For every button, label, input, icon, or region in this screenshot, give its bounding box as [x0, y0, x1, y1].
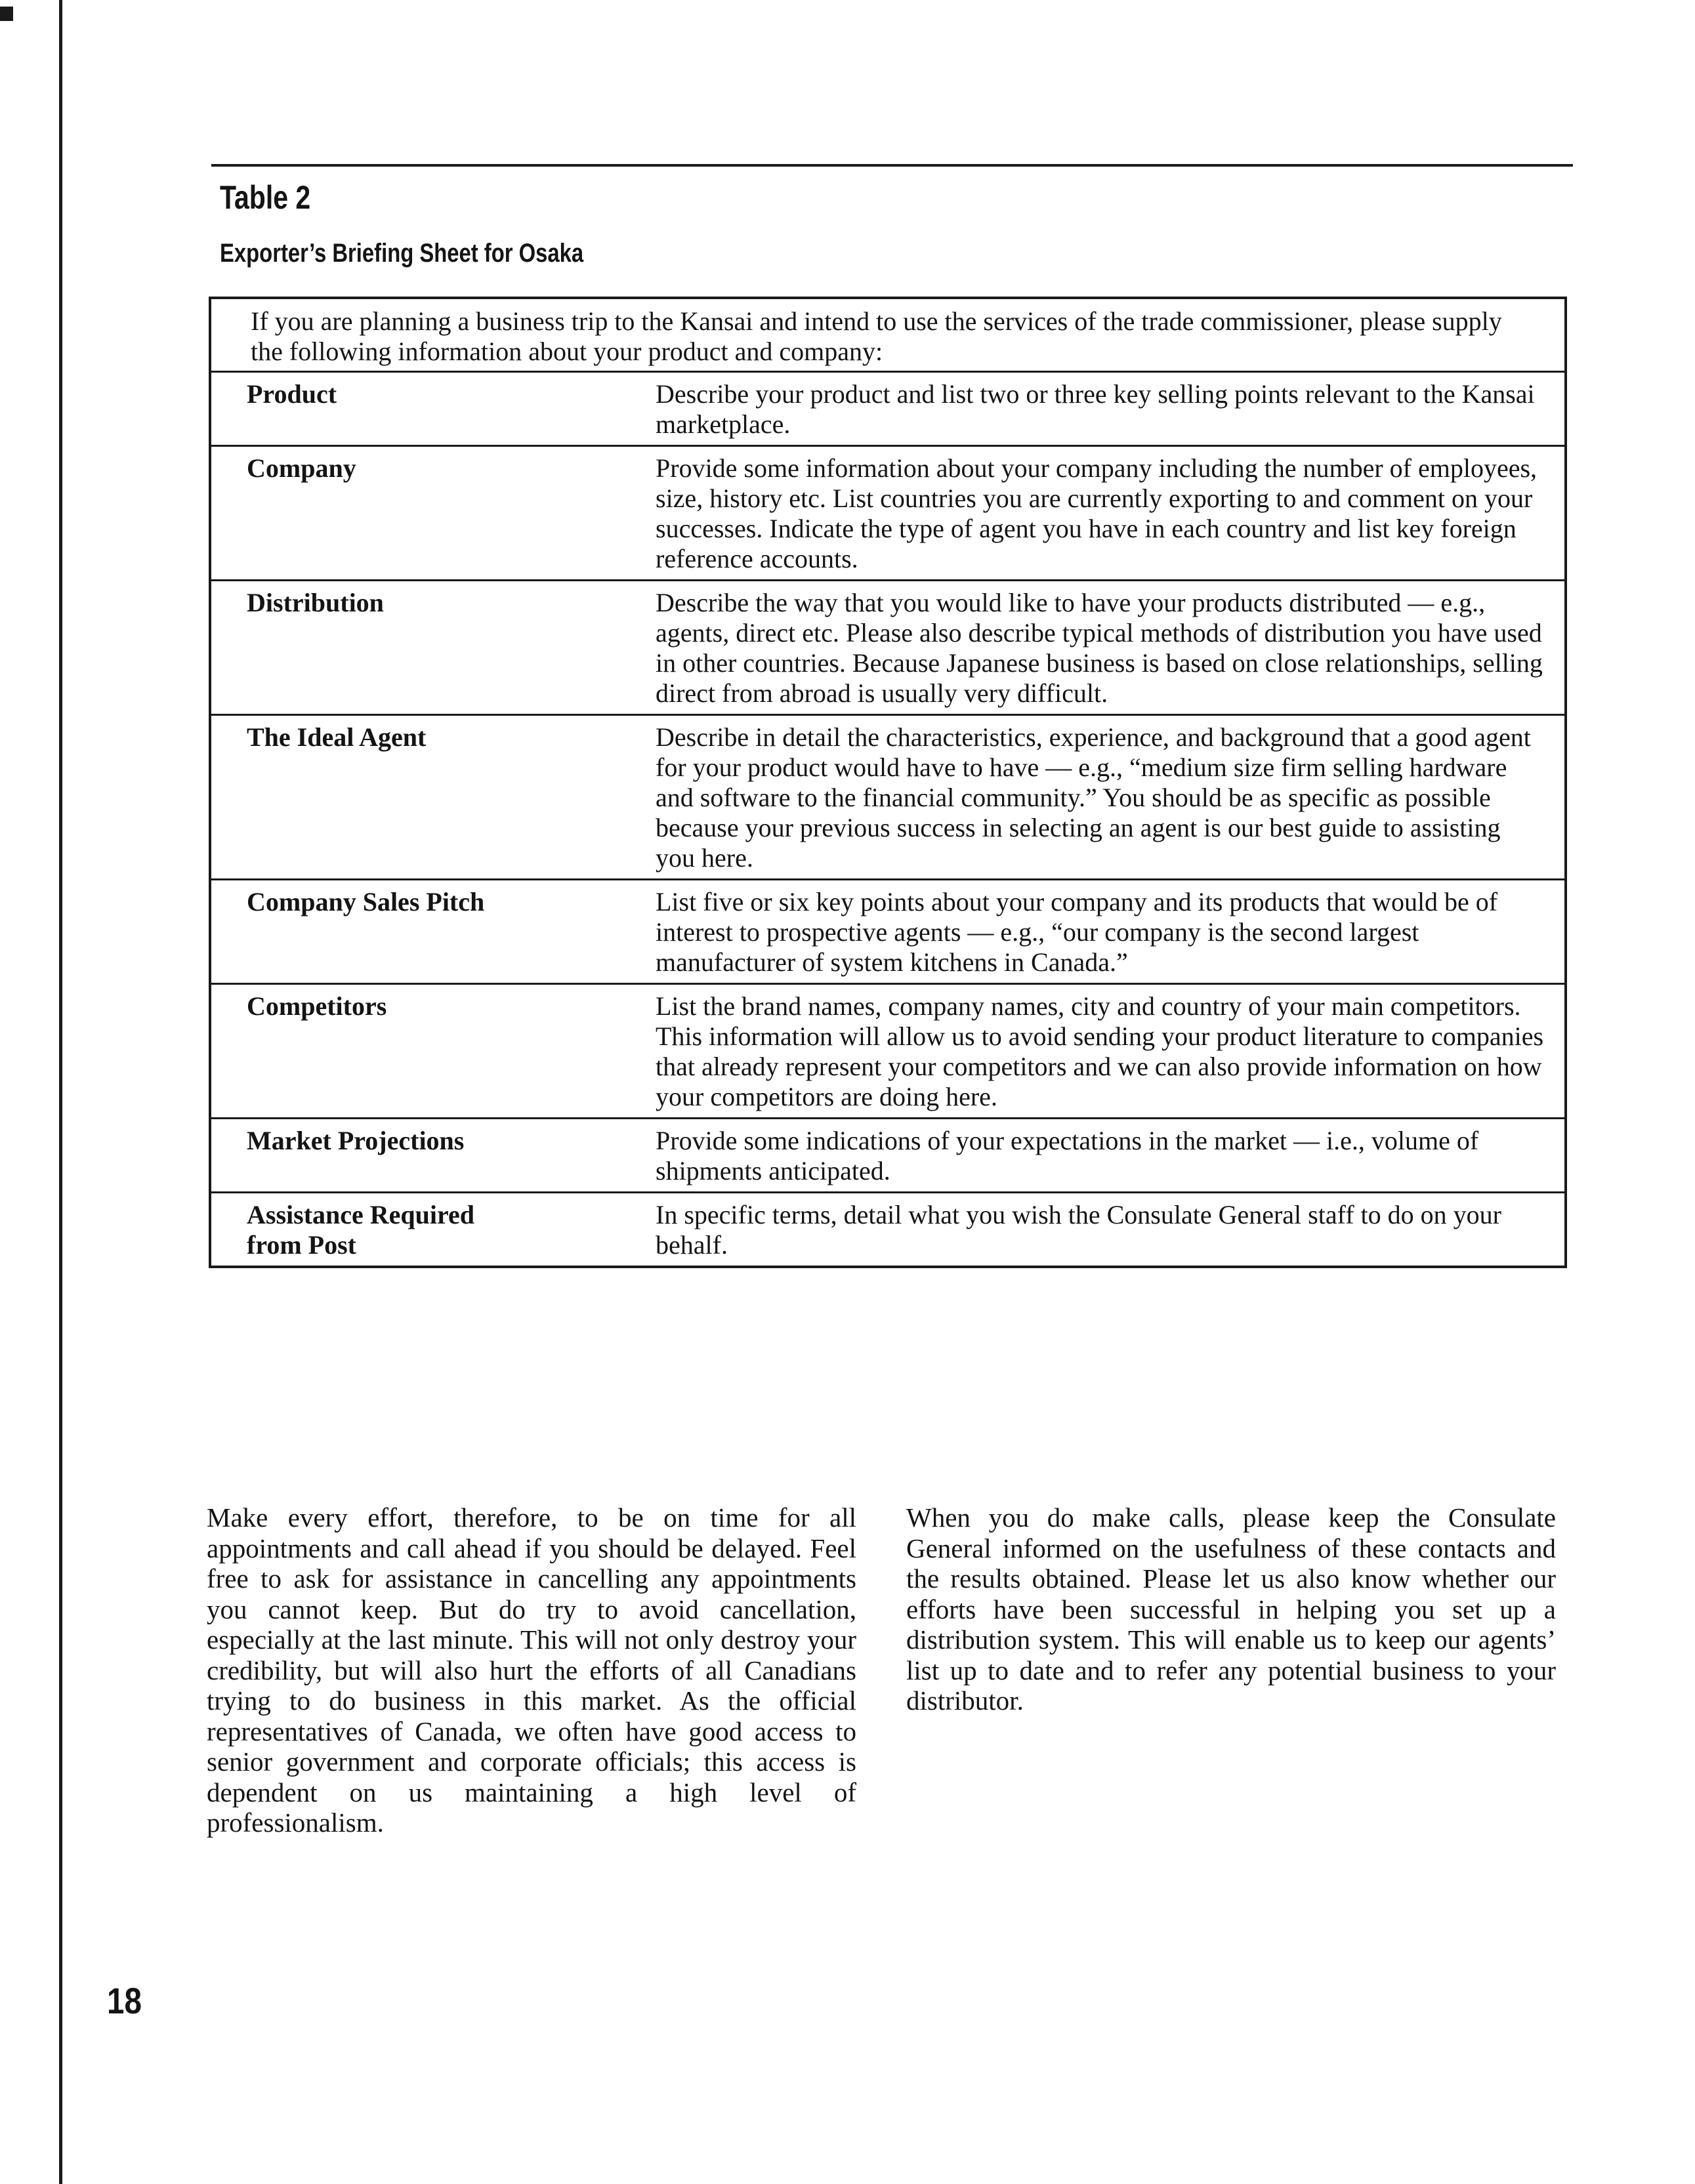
row-description: List five or six key points about your company and its products that would be of interest to prospective agents — e.g., “our company is the second largest manufacturer of system kitchens in Canada.” — [656, 887, 1498, 977]
table-row-sales-pitch — [211, 880, 1564, 985]
table-row-assistance — [211, 1193, 1564, 1266]
row-label: Company — [247, 453, 356, 483]
table-intro: If you are planning a business trip to the Kansai and intend to use the services of the trade commissioner, please supply the following information about your product and company: — [211, 299, 1564, 373]
table-row-company — [211, 447, 1564, 581]
row-label: Assistance Required from Post — [247, 1200, 475, 1260]
row-description: Provide some information about your company including the number of employees, size, history etc. List countries you are currently exporting to and comment on your successes. Indicate the type of agent you have in each country and list key foreign reference accounts. — [656, 453, 1538, 573]
row-description: Describe your product and list two or three key selling points relevant to the Kansai marketplace. — [656, 379, 1535, 439]
row-description: List the brand names, company names, city and country of your main competitors. This information will allow us to avoid sending your product literature to companies that already represent your competitors and we can also provide information on how your competitors are doing here. — [656, 991, 1544, 1111]
table-caption: Exporter’s Briefing Sheet for Osaka — [220, 239, 584, 268]
table-row-product — [211, 373, 1564, 447]
table-row-competitors — [211, 985, 1564, 1119]
row-description: In specific terms, detail what you wish the Consulate General staff to do on your behalf. — [656, 1200, 1501, 1260]
body-paragraph-right: When you do make calls, please keep the Consulate General informed on the usefulness of these contacts and the results obtained. Please let us also know whether our efforts have been successful in helping you set up a distribution system. This will enable us to keep our agents’ list up to date and to refer any potential business to your distributor. — [906, 1502, 1556, 1716]
row-label: Distribution — [247, 588, 384, 617]
table-row-market-projections — [211, 1119, 1564, 1193]
top-rule — [211, 164, 1573, 167]
row-description: Describe the way that you would like to have your products distributed — e.g., agents, direct etc. Please also describe typical methods of distribution you have used in other countries. Because Japanese business is based on close relationships, selling direct from abroad is usually very difficult. — [656, 588, 1543, 708]
table-number: Table 2 — [220, 179, 311, 216]
table-row-distribution — [211, 581, 1564, 716]
row-description: Describe in detail the characteristics, experience, and background that a good agent for your product would have to have — e.g., “medium size firm selling hardware and software to the financial community.” You should be as specific as possible because your previous success in selecting an agent is our best guide to assisting you here. — [656, 722, 1531, 873]
row-label: The Ideal Agent — [247, 722, 427, 752]
row-label: Product — [247, 379, 337, 409]
row-label: Company Sales Pitch — [247, 887, 485, 917]
binding-edge — [59, 0, 62, 2184]
page-number: 18 — [107, 1980, 142, 2021]
row-label: Market Projections — [247, 1126, 465, 1155]
briefing-table — [209, 297, 1567, 1268]
row-description: Provide some indications of your expectations in the market — i.e., volume of shipments anticipated. — [656, 1126, 1479, 1185]
row-label: Competitors — [247, 991, 387, 1021]
table-row-ideal-agent — [211, 716, 1564, 880]
binding-mark — [0, 7, 13, 21]
body-paragraph-left: Make every effort, therefore, to be on time for all appointments and call ahead if you should be delayed. Feel free to ask for assistance in cancelling any appointments you cannot keep. But do try to avoid cancellation, especially at the last minute. This will not only destroy your credibility, but will also hurt the efforts of all Canadians trying to do business in this market. As the official representatives of Canada, we often have good access to senior government and corporate officials; this access is dependent on us maintaining a high level of professionalism. — [207, 1502, 856, 1838]
